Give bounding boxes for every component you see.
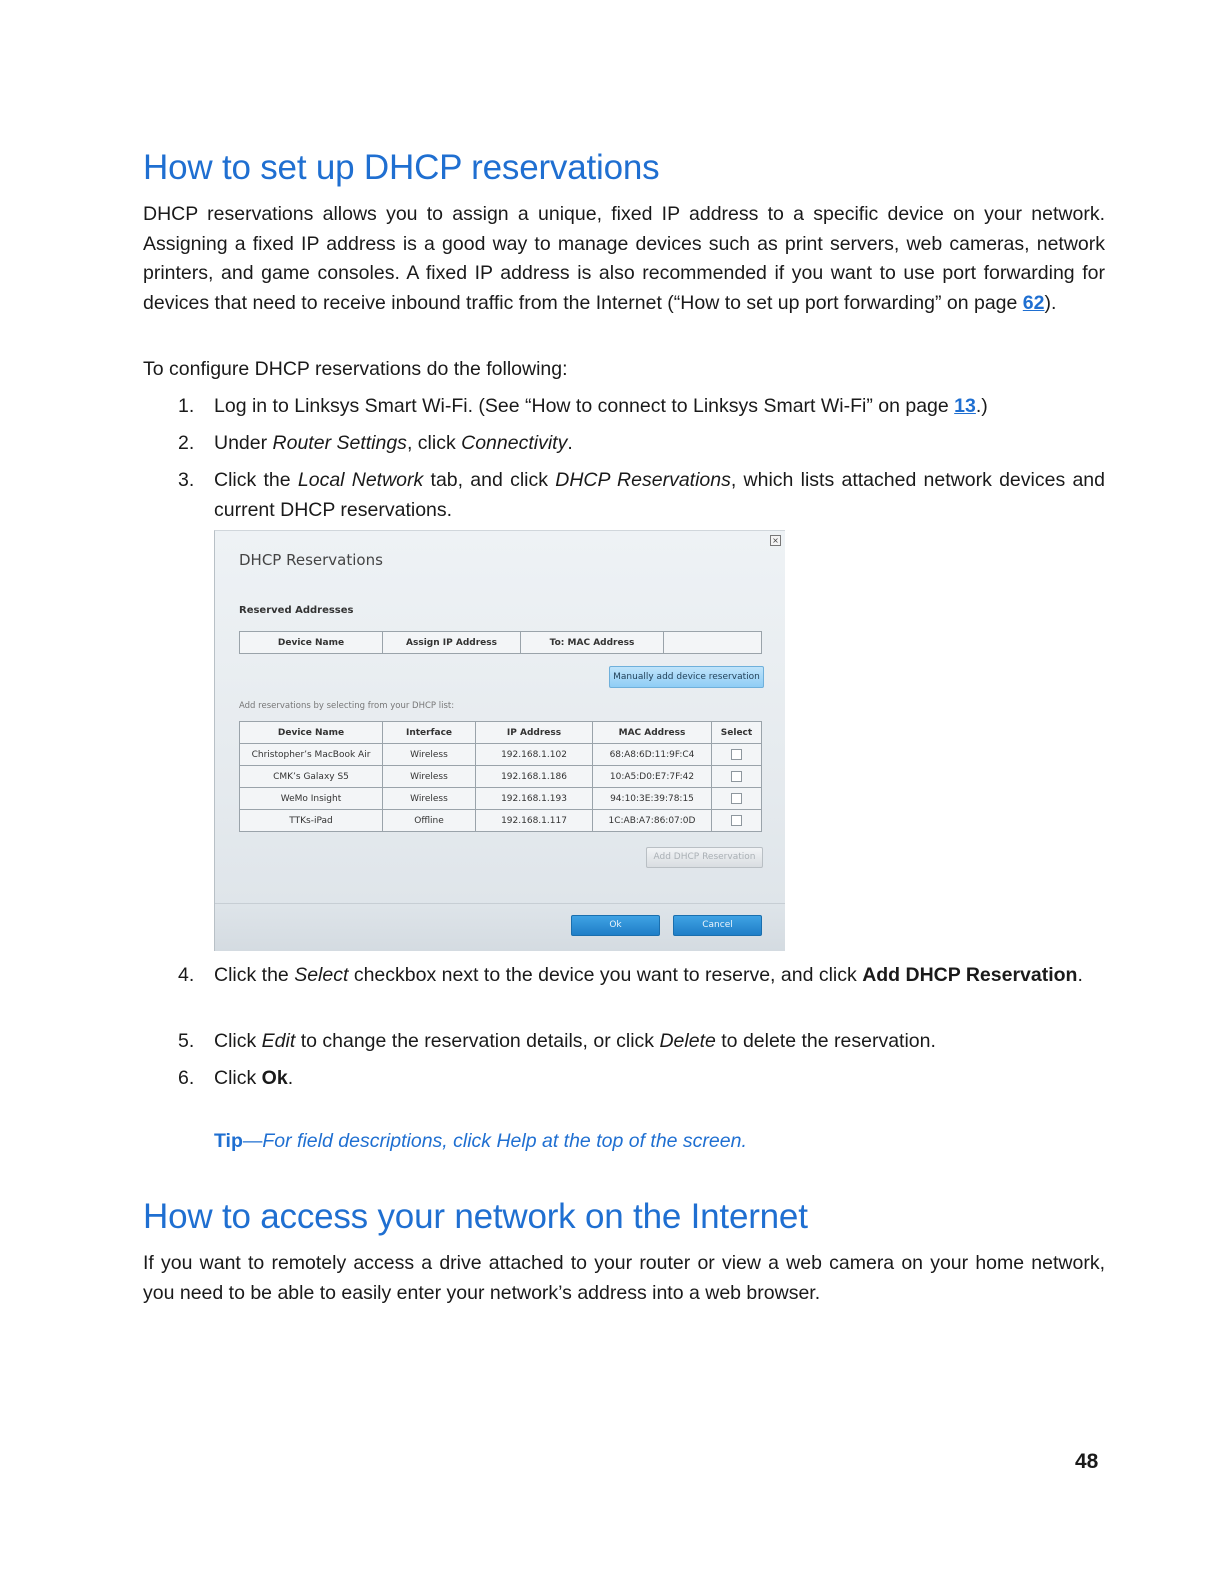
tip-label: Tip (214, 1130, 243, 1152)
dialog-footer-divider (215, 903, 785, 904)
step-6 (178, 1064, 1105, 1094)
select-cell (712, 810, 762, 832)
page-link-13[interactable]: 13 (954, 395, 976, 417)
step-text (214, 1027, 1105, 1057)
mac-address-cell: 1C:AB:A7:86:07:0D (593, 810, 712, 832)
ip-address-cell: 192.168.1.186 (476, 766, 593, 788)
step-text (214, 961, 1105, 991)
step-2 (178, 429, 1105, 459)
step-text-part: Under (214, 432, 273, 454)
step-number: 6. (178, 1067, 195, 1089)
column-header: Interface (383, 722, 476, 744)
step-text-part: . (567, 432, 573, 454)
mac-address-cell: 68:A8:6D:11:9F:C4 (593, 744, 712, 766)
step-text-part: . (1077, 964, 1083, 986)
device-name-cell: Christopher’s MacBook Air (240, 744, 383, 766)
step-3 (178, 466, 1105, 526)
intro-end: ). (1044, 291, 1057, 314)
step-text-part: , which lists attached network devices and current DHCP reservations. (214, 469, 1105, 521)
ip-address-cell: 192.168.1.117 (476, 810, 593, 832)
step-text (214, 392, 1105, 422)
outro-paragraph: If you want to remotely access a drive attached to your router or view a web camera on your home network, you need to be able to easily enter your network’s address into a web browser. (143, 1252, 1105, 1304)
column-header: MAC Address (593, 722, 712, 744)
step-number: 3. (178, 469, 195, 491)
step-text-part: Log in to Linksys Smart Wi-Fi. (See “How to connect to Linksys Smart Wi-Fi” on page (214, 395, 955, 417)
step-1 (178, 392, 1105, 422)
step-emphasis: Router Settings (272, 432, 407, 454)
step-text (214, 466, 1105, 525)
step-text (214, 429, 1105, 459)
table-row (240, 744, 762, 766)
cancel-button[interactable]: Cancel (673, 915, 762, 936)
step-emphasis: DHCP Reservations (555, 469, 731, 491)
interface-cell: Wireless (383, 744, 476, 766)
step-text-part: Click (214, 1067, 262, 1089)
step-emphasis: Delete (659, 1030, 716, 1052)
dialog-title: DHCP Reservations (239, 551, 383, 569)
section-heading-dhcp: How to set up DHCP reservations (143, 148, 660, 187)
column-header: Assign IP Address (383, 632, 521, 654)
select-cell (712, 788, 762, 810)
tip-text: For field descriptions, click Help at the top of the screen. (262, 1130, 747, 1152)
table-row (240, 810, 762, 832)
step-5 (178, 1027, 1105, 1057)
step-text-part: Click the (214, 964, 295, 986)
column-header: Select (712, 722, 762, 744)
select-cell (712, 766, 762, 788)
column-header: Device Name (240, 722, 383, 744)
device-name-cell: WeMo Insight (240, 788, 383, 810)
step-text-part: .) (975, 395, 988, 417)
tip-note (214, 1130, 747, 1153)
dhcp-list-table (239, 721, 762, 832)
table-row (240, 766, 762, 788)
mac-address-cell: 10:A5:D0:E7:7F:42 (593, 766, 712, 788)
step-number: 5. (178, 1030, 195, 1052)
reserved-addresses-heading: Reserved Addresses (239, 605, 354, 616)
mac-address-cell: 94:10:3E:39:78:15 (593, 788, 712, 810)
select-checkbox[interactable] (731, 749, 742, 760)
add-dhcp-reservation-button[interactable]: Add DHCP Reservation (646, 847, 763, 868)
intro-paragraph (143, 200, 1105, 318)
step-emphasis: Local Network (297, 469, 424, 491)
step-text-part: Click the (214, 469, 298, 491)
device-name-cell: CMK’s Galaxy S5 (240, 766, 383, 788)
dhcp-reservations-dialog (214, 530, 785, 951)
table-row (240, 788, 762, 810)
step-emphasis: Edit (261, 1030, 296, 1052)
section-heading-internet-access: How to access your network on the Internet (143, 1197, 808, 1236)
step-text (214, 1064, 1105, 1094)
step-text-part: . (287, 1067, 294, 1089)
interface-cell: Offline (383, 810, 476, 832)
dhcp-list-hint: Add reservations by selecting from your DHCP list: (239, 701, 455, 711)
step-text-part: to change the reservation details, or click (295, 1030, 660, 1052)
step-strong: Ok (261, 1067, 288, 1089)
device-name-cell: TTKs-iPad (240, 810, 383, 832)
select-checkbox[interactable] (731, 815, 742, 826)
step-4 (178, 961, 1105, 1021)
interface-cell: Wireless (383, 766, 476, 788)
ip-address-cell: 192.168.1.193 (476, 788, 593, 810)
select-checkbox[interactable] (731, 771, 742, 782)
column-header: Device Name (240, 632, 383, 654)
interface-cell: Wireless (383, 788, 476, 810)
step-text-part: , click (406, 432, 462, 454)
page-number: 48 (1075, 1450, 1099, 1473)
column-header (664, 632, 762, 654)
step-text-part: to delete the reservation. (715, 1030, 936, 1052)
step-emphasis: Select (294, 964, 349, 986)
intro-text: DHCP reservations allows you to assign a unique, fixed IP address to a specific device on your network. Assigning a fixed IP address is a good way to manage devices such as print servers, web cameras, network printers, and game consoles. A fixed IP address is also recommended if you want to use port forwarding for devices that need to receive inbound traffic from the Internet (“How to set up port forwarding” on page (143, 203, 1105, 314)
tip-dash: — (242, 1130, 263, 1152)
step-text-part: Click (214, 1030, 262, 1052)
step-number: 1. (178, 395, 195, 417)
step-emphasis: Connectivity (461, 432, 568, 454)
select-checkbox[interactable] (731, 793, 742, 804)
column-header: IP Address (476, 722, 593, 744)
column-header: To: MAC Address (521, 632, 664, 654)
step-text-part: checkbox next to the device you want to reserve, and click (348, 964, 863, 986)
ok-button[interactable]: Ok (571, 915, 660, 936)
step-strong: Add DHCP Reservation (862, 964, 1078, 986)
select-cell (712, 744, 762, 766)
step-text-part: tab, and click (423, 469, 556, 491)
close-icon[interactable]: × (770, 535, 781, 546)
manually-add-reservation-button[interactable]: Manually add device reservation (609, 666, 764, 688)
configure-paragraph: To configure DHCP reservations do the following: (143, 358, 568, 380)
ip-address-cell: 192.168.1.102 (476, 744, 593, 766)
step-number: 2. (178, 432, 195, 454)
step-number: 4. (178, 964, 195, 986)
page-link-62[interactable]: 62 (1022, 291, 1045, 314)
reserved-addresses-table (239, 631, 762, 654)
